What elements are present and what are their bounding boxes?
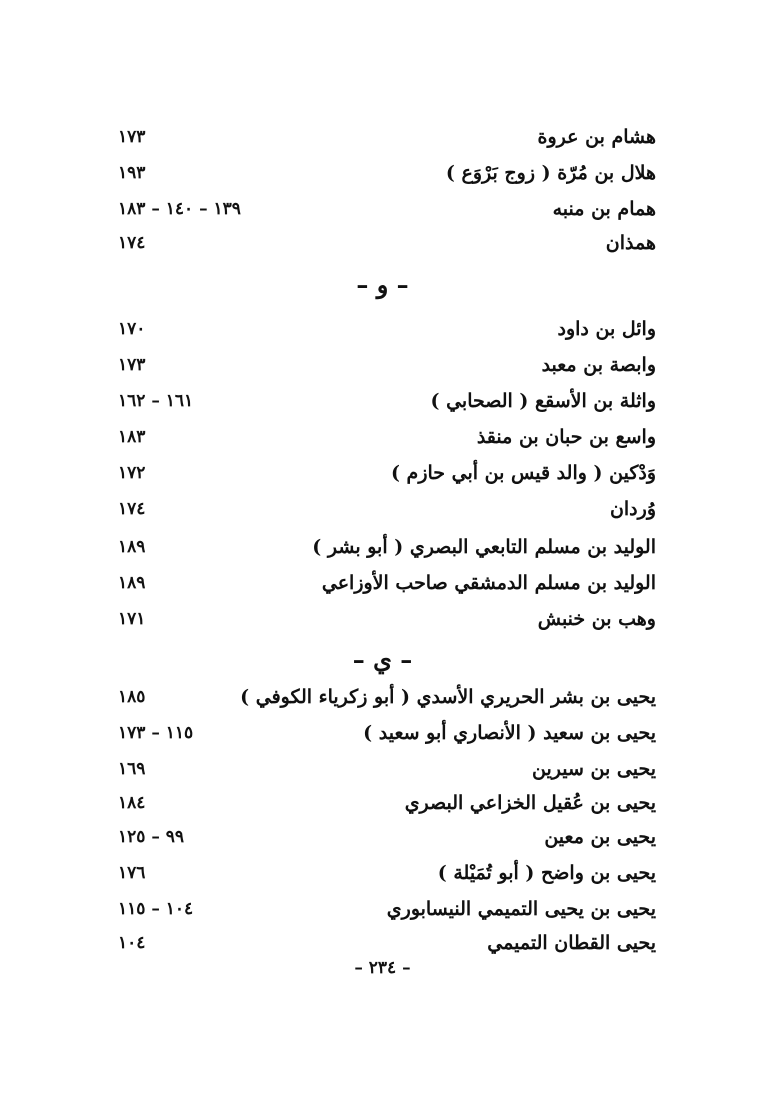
index-entry xyxy=(118,158,656,192)
entry-pages: ١١٥ – ١٧٣ xyxy=(118,723,194,743)
entry-name: همذان xyxy=(605,232,656,254)
entry-name: يحيى بن واضح ( أبو تُمَيْلة ) xyxy=(437,862,656,884)
entry-pages: ١٨٩ xyxy=(118,537,146,557)
entry-name: يحيى القطان التميمي xyxy=(487,932,656,954)
index-entry xyxy=(118,458,656,492)
entry-name: وائل بن داود xyxy=(557,318,656,340)
entry-name: هشام بن عروة xyxy=(537,126,656,148)
index-entry xyxy=(118,788,656,822)
index-entry xyxy=(118,350,656,384)
entry-pages: ١٧٣ xyxy=(118,355,146,375)
index-entry xyxy=(118,604,656,638)
entry-name: يحيى بن بشر الحريري الأسدي ( أبو زكرياء الكوفي ) xyxy=(240,686,656,708)
entry-name: همام بن منبه xyxy=(552,198,656,220)
entry-name: واسع بن حبان بن منقذ xyxy=(476,426,656,448)
entry-pages: ١٠٤ – ١١٥ xyxy=(118,899,194,919)
section-heading-ya: – ي – xyxy=(352,645,413,674)
entry-name: واثلة بن الأسقع ( الصحابي ) xyxy=(430,390,656,412)
index-entry xyxy=(118,532,656,566)
index-entry xyxy=(118,718,656,752)
index-entry xyxy=(118,314,656,348)
index-entry xyxy=(118,858,656,892)
entry-pages: ١٦٩ xyxy=(118,759,146,779)
entry-pages: ١٨٣ xyxy=(118,427,146,447)
entry-pages: ١٨٥ xyxy=(118,687,146,707)
entry-name: هلال بن مُرّة ( زوج بَرْوَع ) xyxy=(445,162,656,184)
entry-name: وُردان xyxy=(609,498,656,520)
entry-name: يحيى بن معين xyxy=(544,826,656,848)
entry-pages: ١٣٩ – ١٤٠ – ١٨٣ xyxy=(118,199,241,219)
entry-name: يحيى بن سيرين xyxy=(532,758,656,780)
entry-pages: ١٧٤ xyxy=(118,233,146,253)
entry-name: وَدْكين ( والد قيس بن أبي حازم ) xyxy=(390,462,656,484)
entry-name: وابصة بن معبد xyxy=(541,354,656,376)
entry-pages: ١٧٢ xyxy=(118,463,146,483)
index-entry xyxy=(118,386,656,420)
index-entry xyxy=(118,754,656,788)
entry-pages: ١٧٠ xyxy=(118,319,146,339)
entry-pages: ١٠٤ xyxy=(118,933,146,953)
entry-name: وهب بن خنبش xyxy=(537,608,656,630)
index-entry xyxy=(118,928,656,962)
entry-pages: ٩٩ – ١٢٥ xyxy=(118,827,185,847)
entry-pages: ١٧١ xyxy=(118,609,146,629)
entry-name: الوليد بن مسلم التابعي البصري ( أبو بشر ) xyxy=(312,536,656,558)
entry-name: يحيى بن سعيد ( الأنصاري أبو سعيد ) xyxy=(363,722,656,744)
page-number: – ٢٣٤ – xyxy=(354,958,411,978)
index-entry xyxy=(118,822,656,856)
index-entry xyxy=(118,568,656,602)
index-entry xyxy=(118,228,656,262)
entry-pages: ١٧٣ xyxy=(118,127,146,147)
entry-name: يحيى بن يحيى التميمي النيسابوري xyxy=(386,898,656,920)
index-entry xyxy=(118,122,656,156)
entry-pages: ١٧٦ xyxy=(118,863,146,883)
entry-pages: ١٨٤ xyxy=(118,793,146,813)
entry-pages: ١٦١ – ١٦٢ xyxy=(118,391,194,411)
index-entry xyxy=(118,494,656,528)
entry-pages: ١٨٩ xyxy=(118,573,146,593)
entry-pages: ١٧٤ xyxy=(118,499,146,519)
index-entry xyxy=(118,894,656,928)
entry-pages: ١٩٣ xyxy=(118,163,146,183)
index-entry xyxy=(118,194,656,228)
entry-name: الوليد بن مسلم الدمشقي صاحب الأوزاعي xyxy=(321,572,656,594)
section-heading-waw: – و – xyxy=(356,270,409,299)
index-entry xyxy=(118,422,656,456)
entry-name: يحيى بن عُقيل الخزاعي البصري xyxy=(404,792,656,814)
index-entry xyxy=(118,682,656,716)
